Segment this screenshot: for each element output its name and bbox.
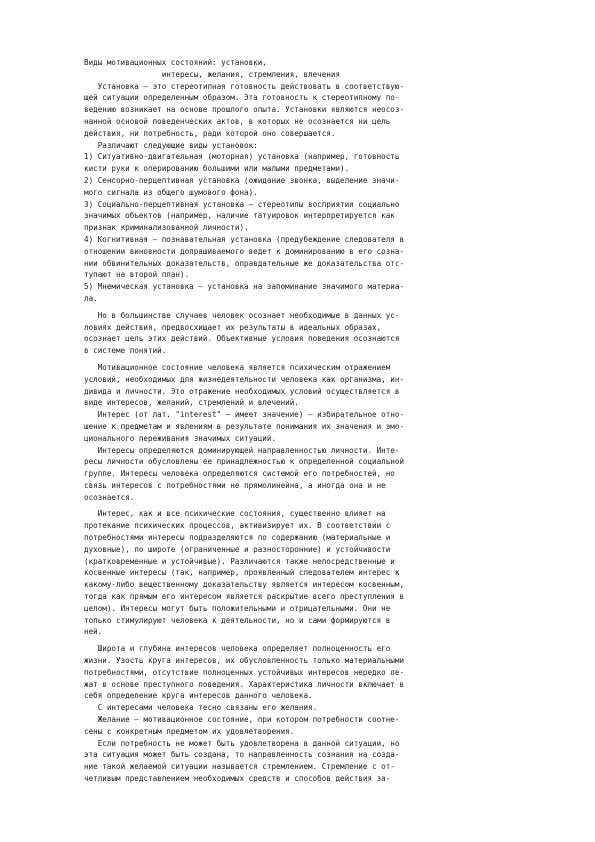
text-line: в системе понятий.: [84, 346, 167, 356]
text-line: дивида и личности. Это отражение необходимых условий осуществляется в: [84, 386, 400, 396]
text-line: ловиях действия, предвосхищает их результаты в идеальных образах,: [84, 322, 382, 332]
text-line: тогда как прямым его интересом является раскрытие всего преступления в: [84, 592, 405, 602]
text-line: Если потребность не может быть удовлетворена в данной ситуации, но: [84, 738, 400, 748]
text-line: 3) Социально-перцептивная установка – стереотипы восприятия социально: [84, 199, 400, 209]
text-line: С интересами человека тесно связаны его желания.: [84, 703, 318, 713]
text-line: Установка – это стереотипная готовность действовать в соответствую-: [84, 81, 405, 91]
document-body: [84, 57, 514, 785]
paragraph-block: [84, 643, 514, 785]
text-line: только стимулируют человека к деятельности, но и сами формируются в: [84, 615, 391, 625]
text-line: тупают на второй план).: [84, 270, 190, 280]
text-line: Желание – мотивационное состояние, при котором потребности соотне-: [84, 715, 400, 725]
text-line: группе. Интересы человека определяются системой его потребностей, но: [84, 469, 395, 479]
text-line: кисти руки к оперированию большими или малыми предметами).: [84, 164, 350, 174]
text-line: ла.: [84, 293, 98, 303]
paragraph-block: [84, 57, 514, 305]
text-line: потребностями интересы подразделяются по содержанию (материальные и: [84, 533, 391, 543]
text-line: косвенные интересы (так, например, проявленный следователем интерес к: [84, 568, 400, 578]
text-line: ведению возникает на основе прошлого опыта. Установки являются неосоз-: [84, 105, 405, 115]
text-line: отношении виновности допрашиваемого ведет к доминированию в его созна-: [84, 246, 405, 256]
text-line: себя определение круга интересов данного человека.: [84, 691, 313, 701]
text-line: Различают следующие виды установок:: [84, 140, 258, 150]
text-line: щей ситуации определенным образом. Эта готовность к стереотипному по-: [84, 93, 400, 103]
text-line: Широта и глубина интересов человека определяет полноценность его: [84, 644, 391, 654]
text-line: мого сигнала из общего шумового фона).: [84, 187, 258, 197]
text-line: ней.: [84, 627, 103, 637]
text-line: нанной основой поведенческих актов, в которых не осознается ни цель: [84, 116, 391, 126]
text-line: Виды мотивационных состояний: установки,: [84, 58, 267, 67]
text-line: 4) Когнитивная – познавательная установка (предубеждение следователя в: [84, 234, 405, 244]
text-line: жизни. Узость круга интересов, их обусловленность только материальными: [84, 656, 405, 666]
text-line: целом). Интересы могут быть положительными и отрицательными. Они не: [84, 603, 391, 613]
text-line: 2) Сенсорно-перцептивная установка (ожидание звонка, выделение значи-: [84, 175, 400, 185]
text-line: сены с конкретным предметом их удовлетворения.: [84, 726, 295, 736]
text-line: Мотивационное состояние человека является психическим отражением: [84, 362, 391, 372]
text-line: духовные), по широте (ограниченные и разносторонние) и устойчивости: [84, 544, 391, 554]
text-line: потребностями, отсутствие полноценных устойчивых интересов нередко ле-: [84, 667, 405, 677]
paragraph-block: [84, 310, 514, 357]
text-line: Интересы определяются доминирующей направленностью личности. Инте-: [84, 445, 400, 455]
text-line: Интерес, как и все психические состояния, существенно влияет на: [84, 509, 386, 519]
text-line: Интерес (от лат. "interest" – имеет значение) – избирательное отно-: [84, 410, 405, 420]
text-line: шение к предметам и явлениям в результате понимания их значения и эмо-: [84, 421, 405, 431]
text-line: протекание психических процессов, активизирует их. В соответствии с: [84, 521, 391, 531]
text-line: (кратковременные и устойчивые). Различаются также непосредственные и: [84, 556, 395, 566]
text-line: осознается.: [84, 492, 135, 502]
text-line: осознает цель этих действий. Объективные условия поведения осознаются: [84, 334, 400, 344]
text-line: 1) Ситуативно-двигательная (моторная) установка (например, готовность: [84, 152, 400, 162]
text-line: нии обвинительных доказательств, оправдательные же доказательства отс-: [84, 258, 405, 268]
text-line: четливым представлением необходимых средств и способов действия за-: [84, 774, 391, 784]
text-line: какому-либо вещественному доказательству является интересом косвенным,: [84, 580, 405, 590]
text-line: 5) Мнемическая установка – установка на запоминание значимого материа-: [84, 282, 405, 292]
text-line: условий, необходимых для жизнедеятельности человека как организма, ин-: [84, 374, 405, 384]
text-line: действия, ни потребность, ради которой оно совершается.: [84, 128, 336, 138]
text-line: эта ситуация может быть создана, то направленность сознания на созда-: [84, 750, 400, 760]
text-line: признак криминализованной личности).: [84, 223, 249, 233]
text-line: ресы личности обусловлены ее принадлежностью к определенной социальной: [84, 457, 405, 467]
text-line: виде интересов, желаний, стремлений и влечений.: [84, 398, 299, 408]
text-line: интересы, желания, стремления, влечения: [84, 69, 341, 79]
paragraph-block: [84, 362, 514, 504]
text-line: Но в большинстве случаев человек осознает необходимые в данных ус-: [84, 310, 400, 320]
text-line: связь интересов с потребностями не прямолинейна, а иногда она и не: [84, 480, 386, 490]
text-line: значимых объектов (например, наличие татуировок интерпретируется как: [84, 211, 395, 221]
paragraph-block: [84, 508, 514, 638]
text-line: ционального переживания значимых ситуаций.: [84, 433, 277, 443]
text-line: жат в основе преступного поведения. Характеристика личности включает в: [84, 679, 405, 689]
text-line: ние такой желаемой ситуации называется стремлением. Стремление с от-: [84, 762, 395, 772]
